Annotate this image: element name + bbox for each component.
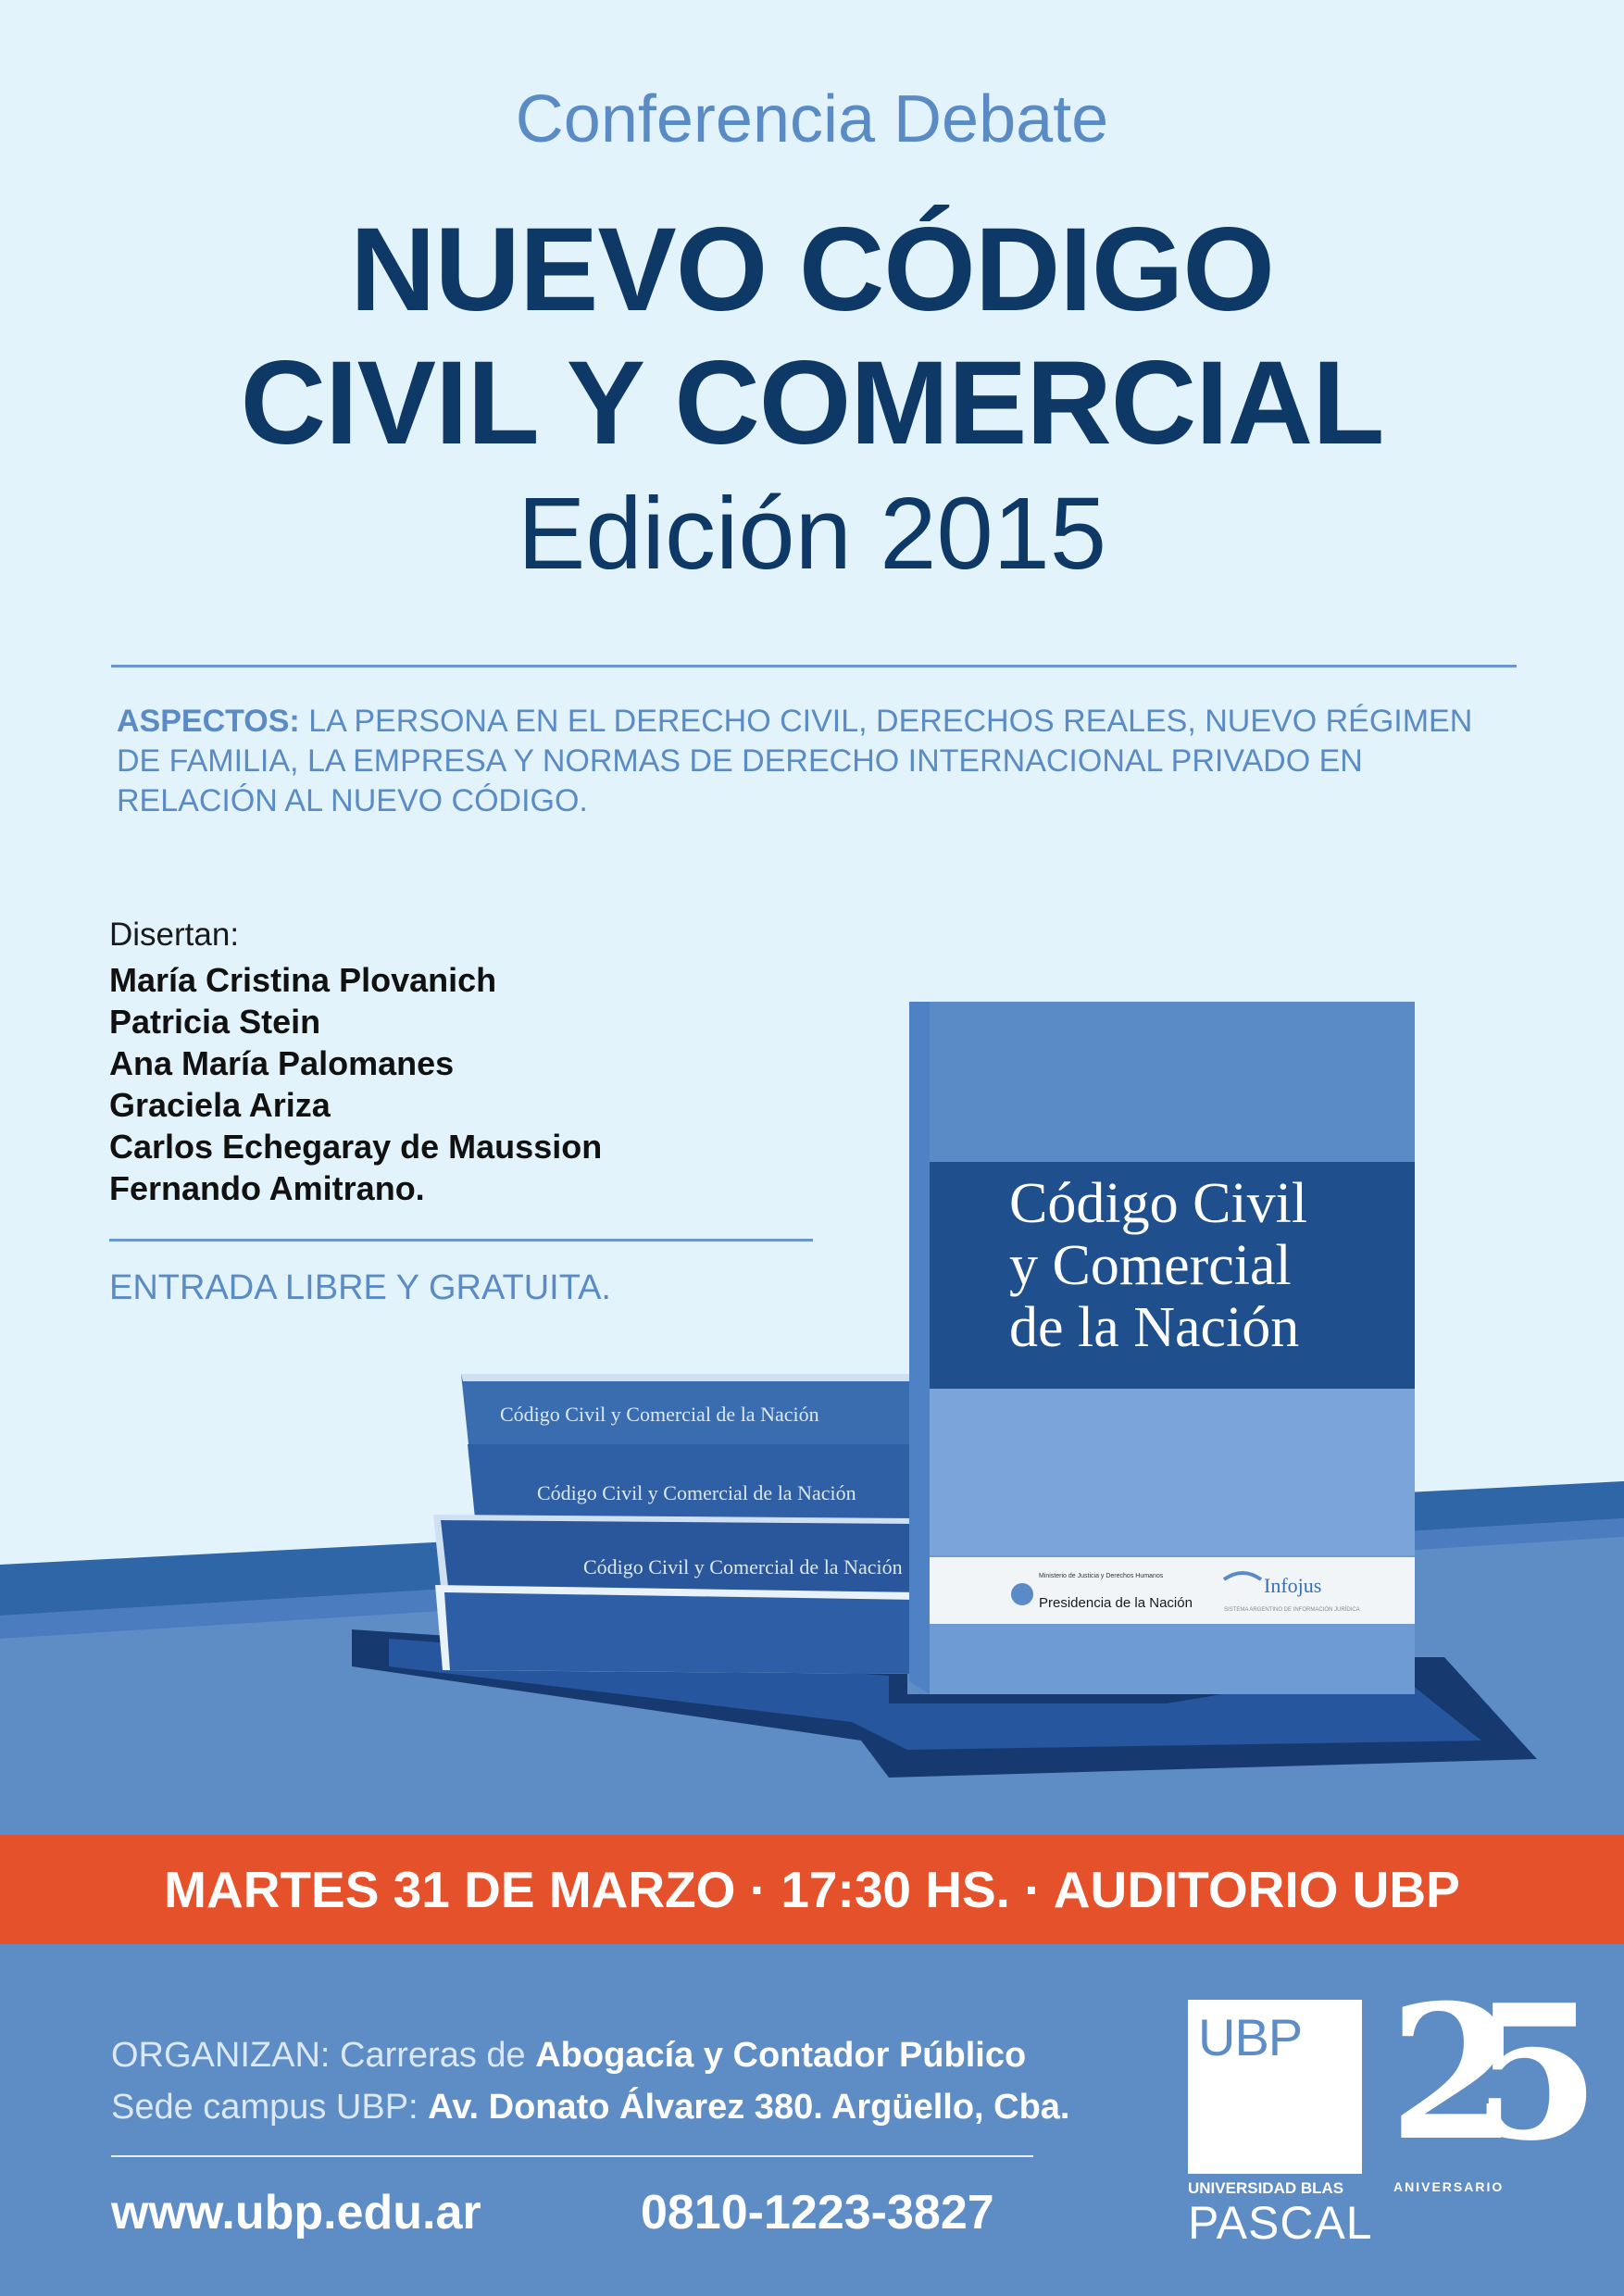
organizers-line [111, 2029, 1070, 2081]
speaker-name: Graciela Ariza [109, 1086, 331, 1124]
stack-book-spine-text: Código Civil y Comercial de la Nación [500, 1403, 819, 1426]
organizers-label: ORGANIZAN: [111, 2036, 331, 2075]
top-divider [111, 665, 1517, 668]
speaker-name: Carlos Echegaray de Maussion [109, 1128, 603, 1166]
book-title-line-3: de la Nación [1009, 1296, 1300, 1359]
event-datetime-location: MARTES 31 DE MARZO · 17:30 HS. · AUDITORIO UBP [164, 1861, 1460, 1918]
aspects-text: LA PERSONA EN EL DERECHO CIVIL, DERECHOS REALES, NUEVO RÉGIMEN DE FAMILIA, LA EMPRESA Y NORMAS DE DERECHO INTERNACIONAL PRIVADO EN RELACIÓN AL NUEVO CÓDIGO. [117, 704, 1473, 818]
venue-line [111, 2081, 1070, 2133]
book-stack [433, 1374, 917, 1674]
infojus-small-label: SISTEMA ARGENTINO DE INFORMACIÓN JURÍDICA [1224, 1607, 1360, 1613]
speaker-name: Ana María Palomanes [109, 1044, 455, 1082]
argentina-coat-of-arms-icon [1011, 1583, 1033, 1605]
venue-value: Av. Donato Álvarez 380. Argüello, Cba. [428, 2088, 1070, 2127]
infojus-label: Infojus [1264, 1574, 1322, 1597]
ubp-logo-university-label: UNIVERSIDAD BLAS [1188, 2179, 1344, 2197]
anniversary-number-logo: 25 [1389, 1965, 1555, 2182]
book-illustration [333, 981, 1555, 1796]
stack-book-spine-text: Código Civil y Comercial de la Nación [583, 1555, 903, 1578]
book-title-line-2: y Comercial [1009, 1234, 1292, 1297]
title-line-2: CIVIL Y COMERCIAL [240, 337, 1384, 469]
anniversary-label: ANIVERSARIO [1393, 2179, 1505, 2194]
organizers-prefix: Carreras de [340, 2036, 526, 2075]
stack-book-spine-text: Código Civil y Comercial de la Nación [537, 1481, 856, 1504]
website-link[interactable]: www.ubp.edu.ar [111, 2186, 481, 2240]
organizers-value: Abogacía y Contador Público [535, 2036, 1027, 2075]
speakers-label: Disertan: [109, 917, 240, 953]
ministry-label: Ministerio de Justicia y Derechos Humanos [1039, 1573, 1164, 1579]
venue-label: Sede campus UBP: [111, 2088, 418, 2127]
book-title-line-1: Código Civil [1009, 1172, 1308, 1235]
organizers-block [111, 2029, 1070, 2133]
aspects-paragraph [117, 702, 1524, 821]
standing-book [909, 1002, 1415, 1694]
ubp-logo-acronym: UBP [1198, 2008, 1303, 2066]
admission-note: ENTRADA LIBRE Y GRATUITA. [109, 1268, 611, 1307]
ubp-logo-pascal-label: PASCAL [1188, 2197, 1373, 2249]
phone-number: 0810-1223-3827 [641, 2186, 994, 2240]
aspects-label: ASPECTOS: [117, 704, 300, 739]
footer-divider [111, 2155, 1033, 2157]
event-banner [0, 1835, 1624, 1944]
speaker-name: Patricia Stein [109, 1003, 321, 1041]
speaker-name: Fernando Amitrano. [109, 1169, 425, 1207]
presidency-label: Presidencia de la Nación [1039, 1595, 1193, 1611]
edition-label: Edición 2015 [517, 477, 1107, 591]
speaker-name: María Cristina Plovanich [109, 961, 497, 999]
footer [0, 1944, 1624, 2296]
title-line-1: NUEVO CÓDIGO [350, 204, 1274, 336]
event-type-subtitle: Conferencia Debate [515, 82, 1109, 156]
